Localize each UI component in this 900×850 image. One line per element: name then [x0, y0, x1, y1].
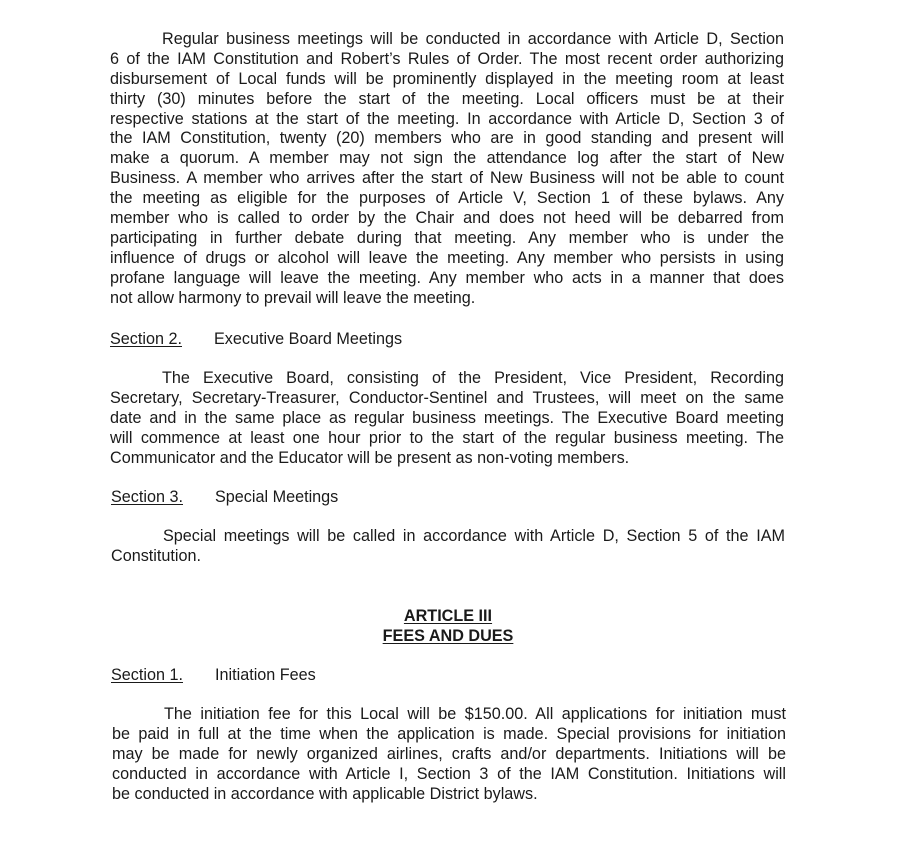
paragraph-line: Business. A member who arrives after the start of New Business will not be able to count — [110, 169, 784, 188]
paragraph-line: will commence at least one hour prior to the start of the regular business meeting. The — [110, 428, 784, 447]
special-meetings-paragraph — [111, 527, 785, 567]
paragraph-line: Secretary, Secretary-Treasurer, Conductor-Sentinel and Trustees, will meet on the same — [110, 388, 784, 407]
paragraph-line: thirty (30) minutes before the start of the meeting. Local officers must be at their — [110, 89, 784, 108]
section-number: Section 2. — [110, 330, 182, 348]
section-title: Initiation Fees — [215, 666, 316, 684]
paragraph-line: Regular business meetings will be conducted in accordance with Article D, Section — [162, 30, 784, 48]
paragraph-line: not allow harmony to prevail will leave the meeting. — [110, 288, 476, 307]
paragraph-line: participating in further debate during that meeting. Any member who is under the — [110, 228, 784, 247]
initiation-fees-heading — [111, 666, 316, 686]
section-3-heading — [111, 488, 338, 508]
article-3-heading — [110, 607, 786, 647]
paragraph-line: disbursement of Local funds will be prominently displayed in the meeting room at least — [110, 69, 784, 88]
paragraph-line: Constitution. — [111, 546, 201, 565]
paragraph-line: Special meetings will be called in accordance with Article D, Section 5 of the IAM — [163, 527, 785, 545]
executive-board-paragraph — [110, 369, 784, 468]
section-title: Special Meetings — [215, 488, 339, 506]
section-title: Executive Board Meetings — [214, 330, 403, 348]
paragraph-line: profane language will leave the meeting. Any member who acts in a manner that does — [110, 268, 784, 287]
article-title: ARTICLE III — [403, 607, 493, 625]
paragraph-line: be conducted in accordance with applicable District bylaws. — [112, 784, 538, 803]
paragraph-line: 6 of the IAM Constitution and Robert’s Rules of Order. The most recent order authorizing — [110, 49, 784, 68]
paragraph-line: Communicator and the Educator will be present as non-voting members. — [110, 448, 630, 467]
paragraph-line: respective stations at the start of the meeting. In accordance with Article D, Section 3 of — [110, 109, 784, 128]
paragraph-line: The Executive Board, consisting of the President, Vice President, Recording — [162, 369, 784, 387]
paragraph-line: make a quorum. A member may not sign the attendance log after the start of New — [110, 149, 784, 168]
paragraph-line: date and in the same place as regular business meetings. The Executive Board meeting — [110, 408, 784, 427]
section-number: Section 3. — [111, 488, 183, 506]
paragraph-line: The initiation fee for this Local will be $150.00. All applications for initiation must — [164, 705, 786, 723]
paragraph-line: influence of drugs or alcohol will leave the meeting. Any member who persists in using — [110, 248, 784, 267]
section-2-heading — [110, 330, 402, 350]
regular-meetings-paragraph — [110, 30, 784, 308]
paragraph-line: be paid in full at the time when the application is made. Special provisions for initiation — [112, 724, 786, 743]
paragraph-line: member who is called to order by the Chair and does not heed will be debarred from — [110, 209, 784, 228]
paragraph-line: conducted in accordance with Article I, Section 3 of the IAM Constitution. Initiations will — [112, 764, 786, 783]
article-subtitle: FEES AND DUES — [382, 626, 514, 645]
paragraph-line: may be made for newly organized airlines, crafts and/or departments. Initiations will be — [112, 744, 786, 763]
paragraph-line: the meeting as eligible for the purposes of Article V, Section 1 of these bylaws. Any — [110, 189, 784, 208]
section-number: Section 1. — [111, 666, 183, 684]
paragraph-line: the IAM Constitution, twenty (20) members who are in good standing and present will — [110, 129, 784, 148]
initiation-fees-paragraph — [112, 705, 786, 804]
